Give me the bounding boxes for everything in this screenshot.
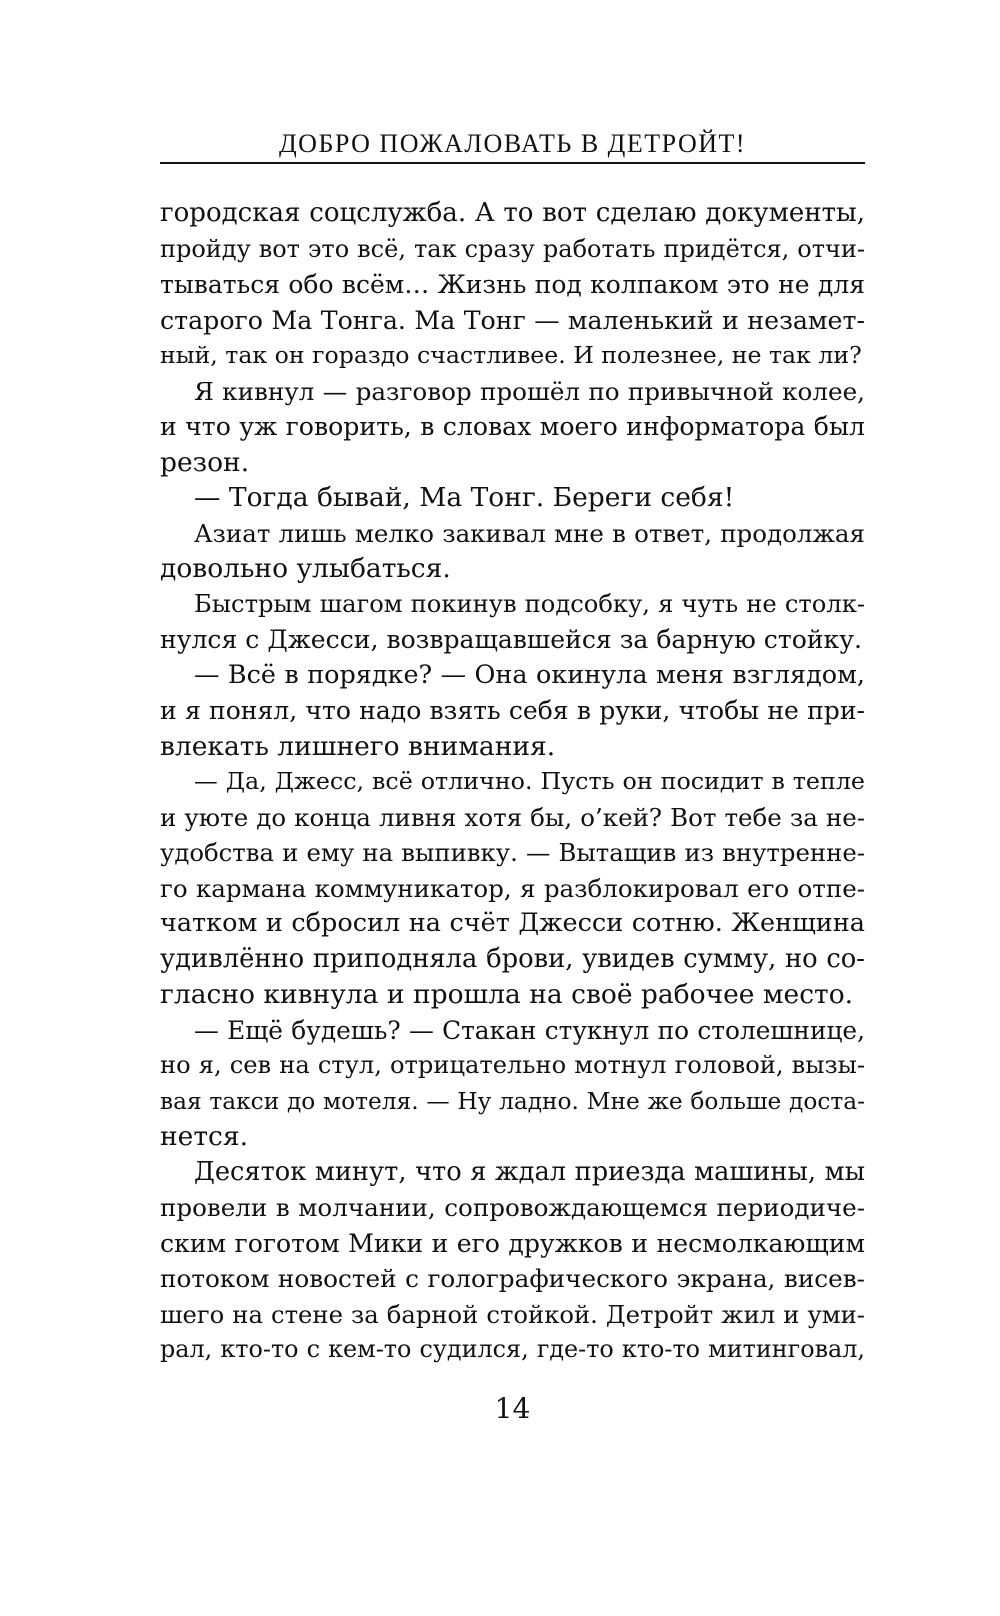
text-line: довольно улыбаться. [160,553,451,584]
text-line: удобства и ему на выпивку. — Вытащив из внутренне- [160,838,865,867]
text-line: гласно кивнула и прошла на своё рабочее место. [160,979,854,1010]
text-line: пройду вот это всё, так сразу работать придётся, отчи- [160,234,865,263]
text-line: рал, кто-то с кем-то судился, где-то кто-то митинговал, [160,1335,865,1363]
text-line: потоком новостей с голографического экрана, висев- [160,1264,865,1293]
text-line: и уюте до конца ливня хотя бы, о’кей? Вот тебе за не- [160,802,865,832]
text-line: городская соцслужба. А то вот сделаю документы, [160,198,865,228]
text-line: ским гоготом Мики и его дружков и несмолкающим [160,1228,865,1258]
text-line: и что уж говорить, в словах моего информатора был [160,412,865,441]
text-line: вая такси до мотеля. — Ну ладно. Мне же больше доста- [160,1087,865,1115]
text-line: шего на стене за барной стойкой. Детройт жил и уми- [160,1299,865,1329]
text-line: удивлённо приподняла брови, увидев сумму, но со- [160,943,865,974]
text-line: старого Ма Тонга. Ма Тонг — маленький и незамет- [160,305,865,335]
text-line: нулся с Джесси, возвращавшейся за барную стойку. [160,625,862,654]
text-line: резон. [160,446,250,478]
text-line: Десяток минут, что я ждал приезда машины, мы [194,1156,865,1187]
text-line: Азиат лишь мелко закивал мне в ответ, продолжая [194,518,865,548]
running-head: ДОБРО ПОЖАЛОВАТЬ В ДЕТРОЙТ! [278,129,747,158]
text-line: провели в молчании, сопровождающемся периодиче- [160,1193,865,1222]
page-number: 14 [494,1392,531,1425]
text-line: тываться обо всём… Жизнь под колпаком это не для [160,270,865,299]
text-line: чатком и сбросил на счёт Джесси сотню. Женщина [160,908,865,938]
text-line: ный, так он гораздо счастливее. И полезнее, не так ли? [160,341,862,369]
text-line: — Да, Джесс, всё отлично. Пусть он посидит в тепле [194,767,865,795]
text-line: го кармана коммуникатор, я разблокировал его отпе- [160,873,865,903]
text-line: и я понял, что надо взять себя в руки, чтобы не при- [160,696,865,725]
text-line: — Ещё будешь? — Стакан стукнул по столешнице, [194,1015,865,1045]
body-text [160,196,865,1368]
text-line: — Тогда бывай, Ма Тонг. Береги себя! [194,482,735,513]
header-rule [160,162,865,164]
text-line: влекать лишнего внимания. [160,730,556,762]
text-line: Я кивнул — разговор прошёл по привычной колее, [194,376,865,406]
text-line: нется. [160,1121,248,1152]
text-line: — Всё в порядке? — Она окинула меня взглядом, [194,659,865,690]
text-line: Быстрым шагом покинув подсобку, я чуть не столк- [194,589,865,618]
text-line: но я, сев на стул, отрицательно мотнул головой, вызы- [160,1051,865,1079]
